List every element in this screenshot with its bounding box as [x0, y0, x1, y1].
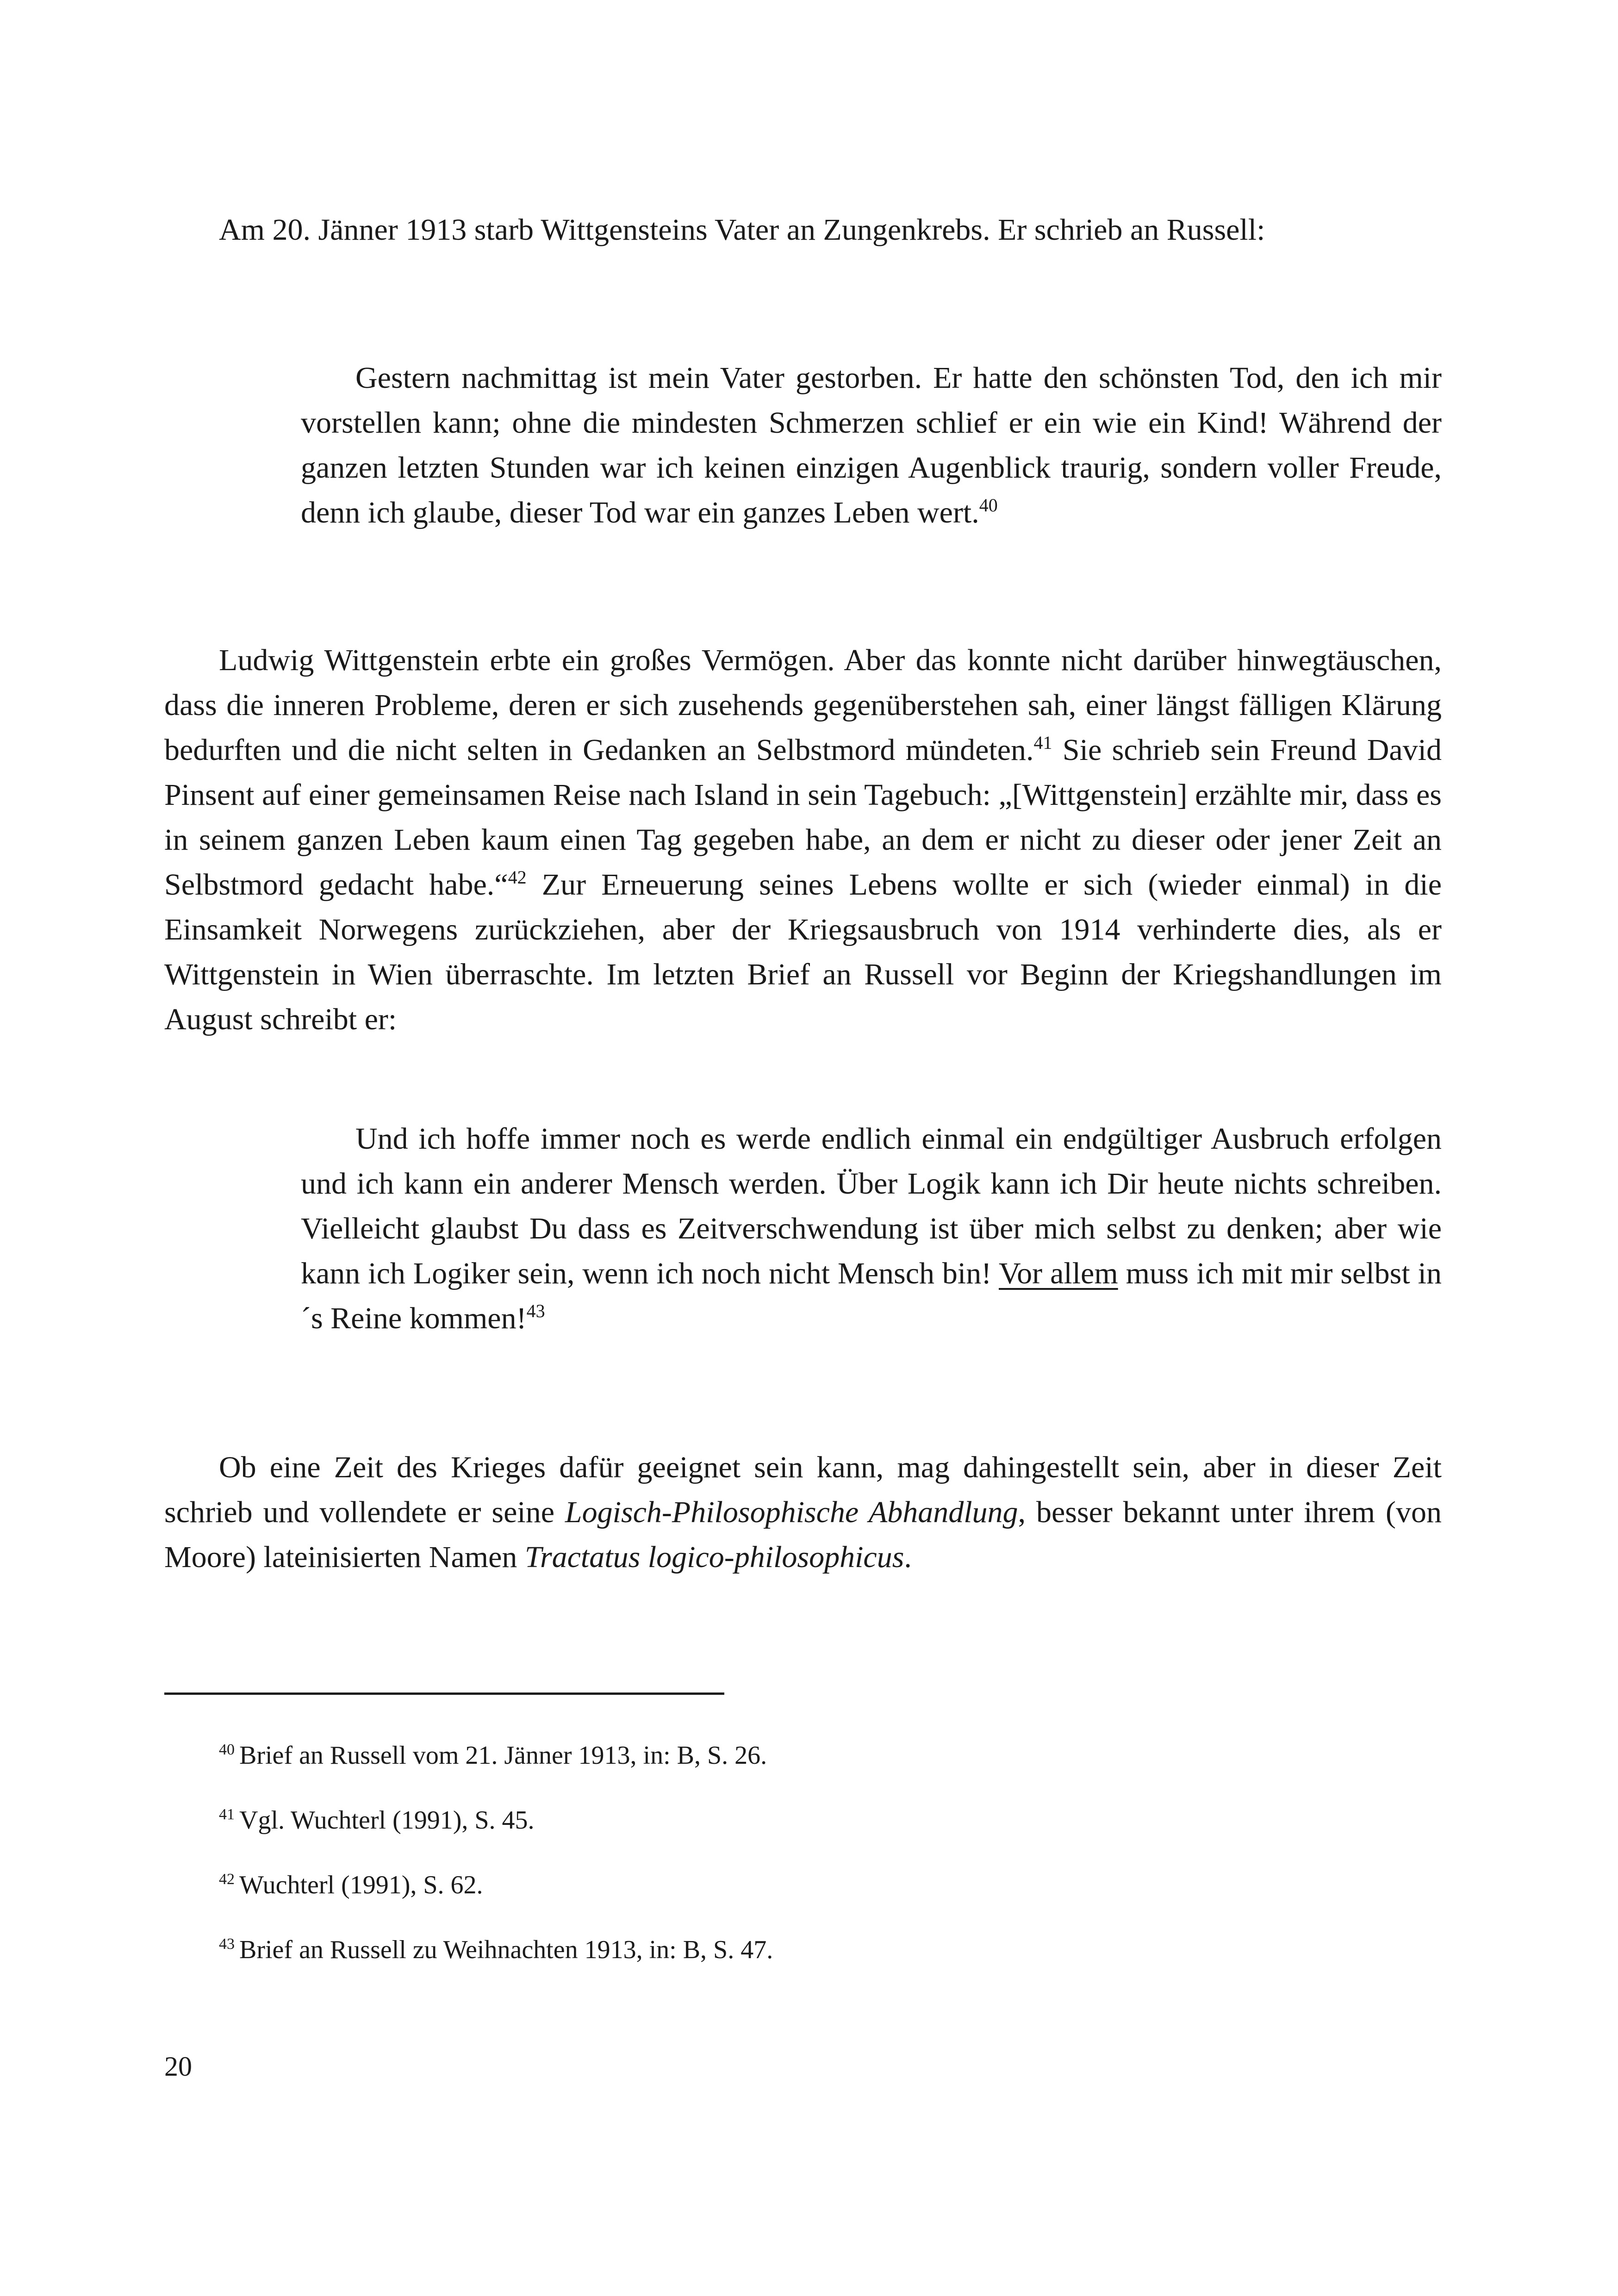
- footnote-42: [219, 1869, 1441, 1901]
- footnote-number: 41: [219, 1806, 235, 1823]
- paragraph-closing-text-a: Ob eine Zeit des Krieges dafür geeignet sein kann, mag dahingestellt sein, aber in dieser Zeit schrieb und vollendete er seine: [164, 1450, 1442, 1529]
- paragraph-main: [164, 638, 1442, 1042]
- footnote-number: 40: [219, 1741, 235, 1758]
- paragraph-closing-text-b: , besser bekannt unter ihrem (von Moore) lateinisierten Namen: [164, 1495, 1442, 1574]
- footnote-41: [219, 1804, 1441, 1836]
- footnote-ref-41[interactable]: 41: [1033, 732, 1052, 753]
- footnote-ref-42[interactable]: 42: [508, 867, 527, 888]
- block-quote-1: [301, 355, 1442, 535]
- block-quote-2-underlined: Vor allem: [999, 1257, 1118, 1290]
- block-quote-2: [301, 1116, 1442, 1341]
- block-quote-2-text-b: muss ich mit mir selbst in´s Reine kommen!: [301, 1257, 1442, 1335]
- footnote-43: [219, 1934, 1441, 1966]
- paragraph-closing: [164, 1445, 1442, 1580]
- footnote-text: Brief an Russell vom 21. Jänner 1913, in: B, S. 26.: [239, 1741, 767, 1770]
- paragraph-intro-text: Am 20. Jänner 1913 starb Wittgensteins Vater an Zungenkrebs. Er schrieb an Russell:: [219, 213, 1265, 247]
- footnote-ref-40[interactable]: 40: [979, 495, 998, 516]
- footnote-separator: [164, 1692, 724, 1695]
- footnote-ref-43[interactable]: 43: [526, 1300, 545, 1321]
- paragraph-intro: [164, 207, 1442, 252]
- paragraph-closing-text-c: .: [904, 1540, 912, 1574]
- block-quote-2-text-a: Und ich hoffe immer noch es werde endlich einmal ein endgültiger Ausbruch erfolgen und ich kann ein anderer Mensch werden. Über Logik kann ich Dir heute nichts schreiben. Vielleicht glaubst Du dass es Zeitverschwendung ist über mich selbst zu denken; aber wie kann ich Logiker sein, wenn ich noch nicht Mensch bin!: [301, 1122, 1442, 1290]
- page-number: 20: [164, 2051, 192, 2082]
- block-quote-1-text: Gestern nachmittag ist mein Vater gestorben. Er hatte den schönsten Tod, den ich mir vorstellen kann; ohne die mindesten Schmerzen schlief er ein wie ein Kind! Während der ganzen letzten Stunden war ich keinen einzigen Augenblick traurig, sondern voller Freude, denn ich glaube, dieser Tod war ein ganzes Leben wert.: [301, 361, 1442, 529]
- paragraph-main-text-a: Ludwig Wittgenstein erbte ein großes Vermögen. Aber das konnte nicht darüber hinwegtäuschen, dass die inneren Probleme, deren er sich zusehends gegenüberstehen sah, einer längst fälligen Klärung bedurften und die nicht selten in Gedanken an Selbstmord mündeten.: [164, 643, 1442, 767]
- paragraph-main-text-c: Zur Erneuerung seines Lebens wollte er sich (wieder einmal) in die Einsamkeit Norwegens zurückziehen, aber der Kriegsausbruch von 1914 verhinderte dies, als er Wittgenstein in Wien überraschte. Im letzten Brief an Russell vor Beginn der Kriegshandlungen im August schreibt er:: [164, 868, 1442, 1036]
- footnote-number: 43: [219, 1935, 235, 1953]
- footnote-number: 42: [219, 1871, 235, 1888]
- footnote-text: Brief an Russell zu Weihnachten 1913, in: B, S. 47.: [239, 1935, 773, 1964]
- title-logisch-philosophische-abhandlung: Logisch-Philosophische Abhandlung: [565, 1495, 1018, 1529]
- footnote-text: Vgl. Wuchterl (1991), S. 45.: [239, 1806, 535, 1835]
- title-tractatus: Tractatus logico-philosophicus: [524, 1540, 904, 1574]
- paragraph-main-text-b: Sie schrieb sein Freund David Pinsent auf einer gemeinsamen Reise nach Island in sein Tagebuch: „[Wittgenstein] erzählte mir, dass es in seinem ganzen Leben kaum einen Tag gegeben habe, an dem er nicht zu dieser oder jener Zeit an Selbstmord gedacht habe.“: [164, 733, 1442, 902]
- footnote-40: [219, 1739, 1441, 1772]
- footnote-text: Wuchterl (1991), S. 62.: [239, 1871, 483, 1899]
